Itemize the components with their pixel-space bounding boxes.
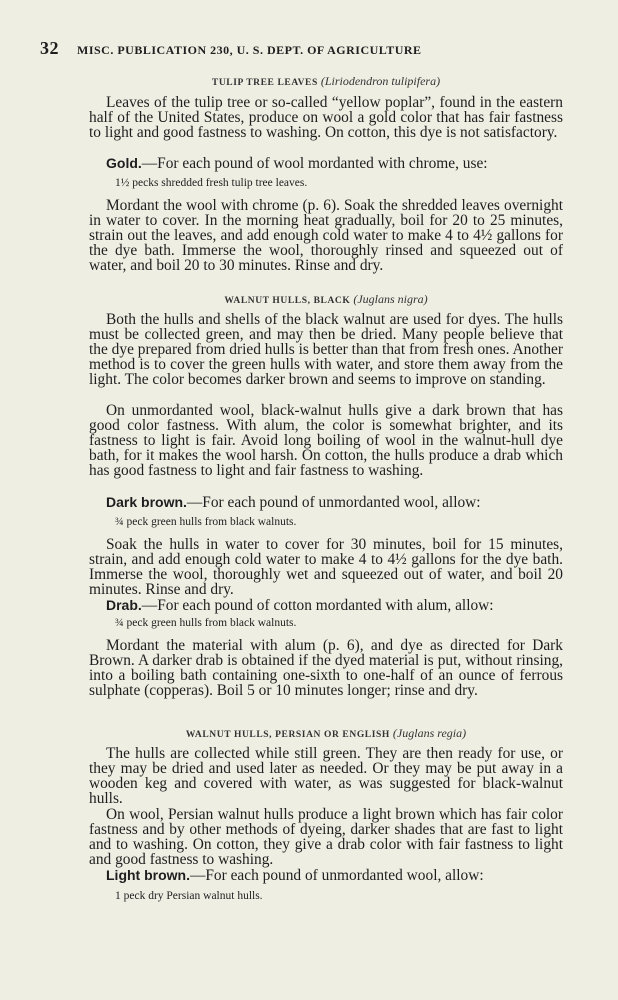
heading-text: TULIP TREE LEAVES — [211, 78, 318, 88]
recipe-ingredient: 1½ pecks shredded fresh tulip tree leaves. — [115, 177, 308, 189]
lead-text: —For each pound of unmordanted wool, allow: — [189, 867, 484, 884]
paragraph: Both the hulls and shells of the black walnut are used for dyes. The hulls must be collected green, and may then be dried. Many people believe that the dye prepared from dried hulls is better than that from fresh ones. Another method is to cover the green hulls with water, and store them away from the light. The color becomes darker brown and seems to improve on standing. — [89, 311, 563, 389]
recipe-lead — [89, 156, 563, 171]
latin-name: (Juglans regia) — [392, 726, 467, 740]
paragraph: Leaves of the tulip tree or so-called “yellow poplar”, found in the eastern half of the United States, produce on wool a gold color that has fair fastness to light and good fastness to washing. On cotton, this dye is not satisfactory. — [89, 94, 563, 142]
paragraph: Mordant the wool with chrome (p. 6). Soak the shredded leaves overnight in water to cover. In the morning heat gradually, boil for 20 to 25 minutes, strain out the leaves, and add enough cold water to make 4 to 4½ gallons for the dye bath. Immerse the wool, thoroughly rinsed and squeezed out of water, and boil 20 to 30 minutes. Rinse and dry. — [89, 197, 563, 275]
recipe-lead — [89, 495, 563, 510]
lead-label: Drab. — [106, 597, 142, 613]
lead-label: Light brown. — [106, 867, 190, 883]
lead-text: —For each pound of wool mordanted with chrome, use: — [141, 155, 488, 172]
recipe-ingredient: ¾ peck green hulls from black walnuts. — [115, 617, 297, 629]
recipe-ingredient: 1 peck dry Persian walnut hulls. — [115, 890, 263, 902]
heading-text: WALNUT HULLS, PERSIAN OR ENGLISH — [185, 730, 390, 740]
paragraph: On wool, Persian walnut hulls produce a light brown which has fair color fastness and by other methods of dyeing, darker shades that are fast to light and to washing. On cotton, they give a drab color with fair fastness to light and good fastness to washing. — [89, 806, 563, 869]
recipe-lead — [89, 868, 563, 883]
running-title: MISC. PUBLICATION 230, U. S. DEPT. OF AGRICULTURE — [77, 43, 422, 57]
paragraph: The hulls are collected while still green. They are then ready for use, or they may be dried and used later as needed. Or they may be put away in a wooden keg and covered with water, as was suggested for black-walnut hulls. — [89, 745, 563, 808]
lead-label: Gold. — [106, 155, 142, 171]
recipe-lead — [89, 598, 563, 613]
section-heading-tulip — [89, 74, 563, 89]
paragraph: Mordant the material with alum (p. 6), and dye as directed for Dark Brown. A darker drab is obtained if the dyed material is put, without rinsing, into a boiling bath containing one-sixth to one-half of an ounce of ferrous sulphate (copperas). Boil 5 or 10 minutes longer; rinse and dry. — [89, 637, 563, 700]
recipe-ingredient: ¾ peck green hulls from black walnuts. — [115, 516, 297, 528]
lead-text: —For each pound of cotton mordanted with alum, allow: — [141, 597, 494, 614]
lead-text: —For each pound of unmordanted wool, allow: — [186, 494, 481, 511]
section-heading-persian-walnut — [89, 726, 563, 741]
latin-name: (Liriodendron tulipifera) — [320, 74, 441, 88]
paragraph: Soak the hulls in water to cover for 30 minutes, boil for 15 minutes, strain, and add enough cold water to make 4 to 4½ gallons for the dye bath. Immerse the wool, thoroughly wet and squeezed out of water, and boil 20 minutes. Rinse and dry. — [89, 536, 563, 599]
latin-name: (Juglans nigra) — [353, 292, 428, 306]
page-number: 32 — [40, 38, 59, 58]
paragraph: On unmordanted wool, black-walnut hulls give a dark brown that has good color fastness. With alum, the color is somewhat brighter, and its fastness to light is fair. Avoid long boiling of wool in the walnut-hull dye bath, for it makes the wool harsh. On cotton, the hulls produce a drab which has good fastness to light and fair fastness to washing. — [89, 402, 563, 480]
heading-text: WALNUT HULLS, BLACK — [224, 296, 351, 306]
running-header — [40, 38, 520, 59]
lead-label: Dark brown. — [106, 494, 187, 510]
section-heading-black-walnut — [89, 292, 563, 307]
